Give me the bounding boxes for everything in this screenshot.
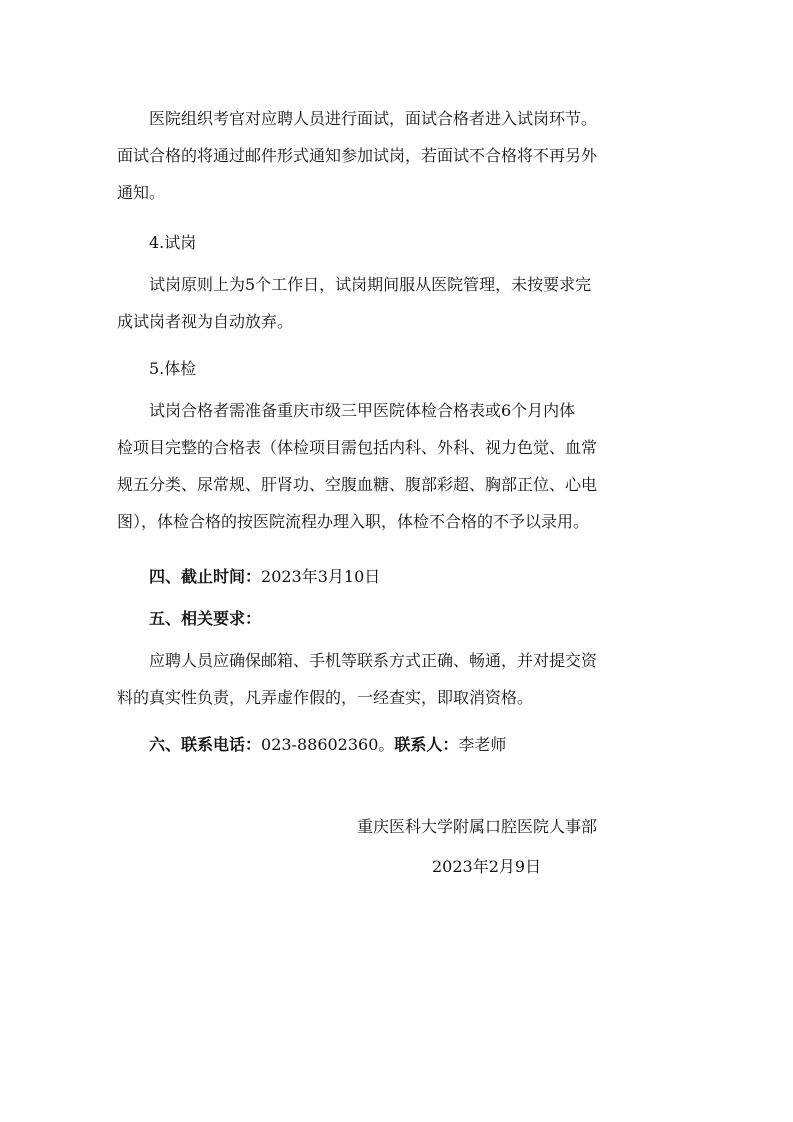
contact-line — [117, 726, 687, 763]
requirements-heading — [117, 600, 687, 637]
trial-paragraph — [117, 266, 687, 340]
signature-date: 2023年2月9日 — [432, 857, 542, 876]
section-4-heading: 4.试岗 — [149, 233, 197, 252]
text-line: 检项目完整的合格表（体检项目需包括内科、外科、视力色觉、血常 — [117, 438, 598, 457]
text-line: 规五分类、尿常规、肝肾功、空腹血糖、腹部彩超、胸部正位、心电 — [117, 475, 598, 494]
phone-value: 023-88602360。 — [261, 735, 395, 754]
text-line: 通知。 — [117, 183, 166, 202]
text-line: 应聘人员应确保邮箱、手机等联系方式正确、畅通，并对提交资 — [149, 651, 598, 670]
text-line: 成试岗者视为自动放弃。 — [117, 312, 294, 331]
requirements-heading-text: 五、相关要求： — [149, 609, 262, 628]
signature-org: 重庆医科大学附属口腔医院人事部 — [357, 817, 598, 836]
phone-label: 六、联系电话： — [149, 735, 262, 754]
deadline-label: 四、截止时间： — [149, 567, 262, 586]
text-line: 试岗原则上为5个工作日，试岗期间服从医院管理，未按要求完 — [149, 275, 592, 294]
contact-person-value: 李老师 — [458, 735, 507, 754]
text-line: 试岗合格者需准备重庆市级三甲医院体检合格表或6个月内体 — [149, 401, 576, 420]
deadline-value: 2023年3月10日 — [261, 567, 381, 586]
contact-person-label: 联系人： — [394, 735, 459, 754]
text-line: 图），体检合格的按医院流程办理入职，体检不合格的不予以录用。 — [117, 512, 590, 531]
text-line: 医院组织考官对应聘人员进行面试，面试合格者进入试岗环节。 — [149, 109, 598, 128]
text-line: 面试合格的将通过邮件形式通知参加试岗，若面试不合格将不再另外 — [117, 146, 598, 165]
interview-paragraph — [117, 100, 687, 211]
text-line: 料的真实性负责，凡弄虚作假的，一经查实，即取消资格。 — [117, 688, 534, 707]
deadline-line — [117, 558, 687, 595]
medical-exam-paragraph — [117, 392, 687, 540]
section-5-heading: 5.体检 — [149, 359, 197, 378]
requirements-paragraph — [117, 642, 687, 716]
